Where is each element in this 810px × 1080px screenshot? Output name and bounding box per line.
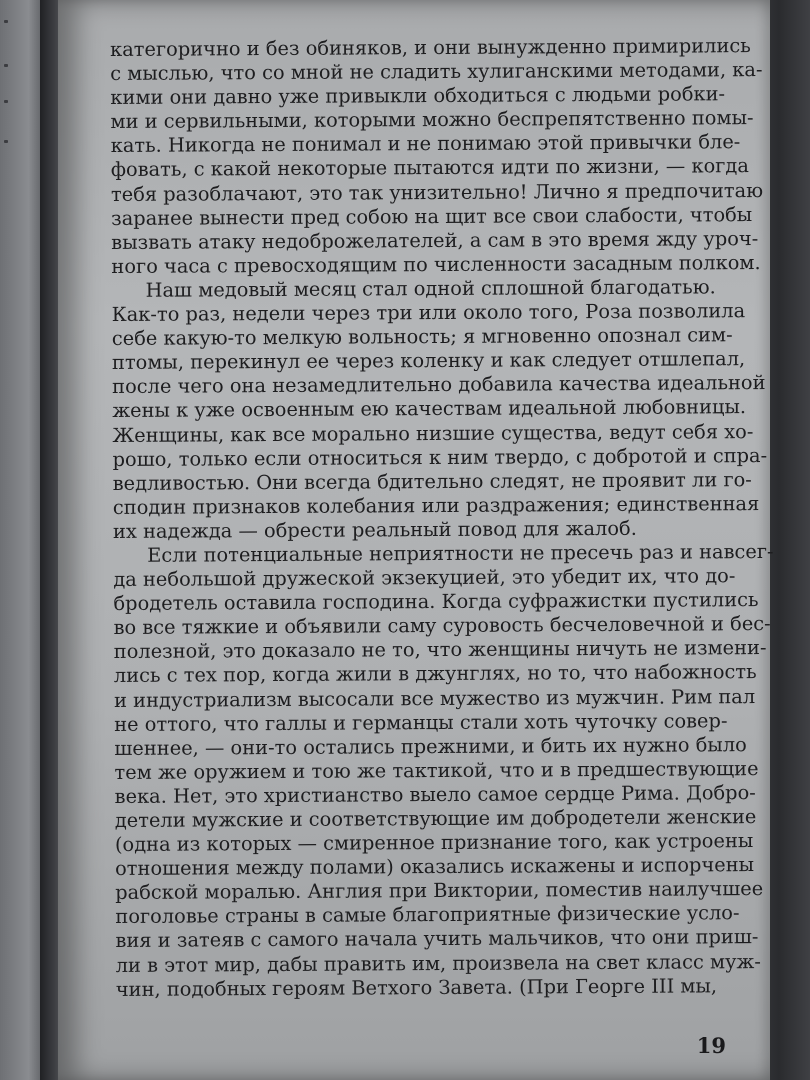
text-line: Женщины, как все морально низшие существа, ведут себя хо- (112, 419, 754, 447)
text-line: (одна из которых — смиренное признание того, как устроены (114, 829, 754, 857)
text-line: их надежда — обрести реальный повод для жалоб. (112, 516, 637, 543)
text-line: Наш медовый месяц стал одной сплошной благодатью. (145, 275, 716, 302)
text-line: кими они давно уже привыкли обходиться с людьми робки- (110, 82, 726, 110)
text-line: категорично и без обиняков, и они вынужденно примирились (110, 34, 751, 61)
text-line: кать. Никогда не понимал и не понимаю этой привычки бле- (110, 130, 741, 158)
page-number: 19 (696, 1033, 726, 1058)
text-line: с мыслью, что со мной не сладить хулиганскими методами, ка- (110, 58, 763, 86)
text-line: чин, подобных героям Ветхого Завета. (При Георге III мы, (115, 973, 718, 1001)
edge-mark (4, 20, 8, 23)
text-line: сподин признаков колебания или раздражения; единственная (112, 491, 760, 519)
text-line: лись с тех пор, когда жили в джунглях, но то, что набожность (113, 660, 757, 688)
text-line: полезной, это доказало не то, что женщины ничуть не измени- (113, 636, 767, 664)
edge-mark (4, 100, 8, 103)
text-line: птомы, перекинул ее через коленку и как следует отшлепал, (111, 347, 746, 375)
text-line: не оттого, что галлы и германцы стали хоть чуточку совер- (114, 708, 728, 736)
text-line: себе какую-то мелкую вольность; я мгновенно опознал сим- (111, 323, 733, 351)
text-line: поголовье страны в самые благоприятные физические усло- (115, 901, 740, 929)
edge-mark (4, 140, 8, 143)
text-line: во все тяжкие и объявили саму суровость бесчеловечной и бес- (113, 612, 771, 640)
text-line: да небольшой дружеской экзекуцией, это убедит их, что до- (113, 564, 736, 592)
text-line: тебя разоблачают, это так унизительно! Лично я предпочитаю (110, 178, 764, 206)
text-line: Если потенциальные неприятности не пресечь раз и навсег- (147, 539, 774, 567)
text-line: ного часа с превосходящим по численности засадным полком. (111, 250, 761, 278)
text-line: после чего она незамедлительно добавила качества идеальной (112, 371, 766, 399)
text-line: века. Нет, это христианство выело самое сердце Рима. Добро- (114, 780, 756, 808)
text-line: детели мужские и соответствующие им добродетели женские (114, 805, 757, 832)
text-line: Как-то раз, недели через три или около того, Роза позволила (111, 299, 746, 327)
text-line: вия и затеяв с самого начала учить мальчиков, что они приш- (115, 925, 759, 953)
text-line: заранее вынести пред собою на щит все свои слабости, чтобы (111, 202, 753, 230)
text-line: тем же оружием и тою же тактикой, что и в предшествующие (114, 756, 759, 784)
text-line: бродетель оставила господина. Когда суфражистки пустились (113, 588, 759, 616)
edge-mark (4, 64, 8, 67)
text-line: ли в этот мир, дабы править им, произвела на свет класс муж- (115, 949, 761, 977)
text-line: рабской моралью. Англия при Виктории, поместив наилучшее (115, 877, 764, 905)
text-line: шеннее, — они-то остались прежними, и бить их нужно было (114, 732, 747, 760)
text-line: рошо, только если относиться к ним твердо, с добротой и спра- (112, 443, 768, 471)
text-line: ведливостью. Они всегда бдительно следят, не проявит ли го- (112, 467, 752, 495)
body-text (110, 34, 774, 1001)
text-line: вызвать атаку недоброжелателей, а сам в это время жду уроч- (111, 226, 759, 254)
text-line: жены к уже освоенным ею качествам идеальной любовницы. (112, 395, 747, 423)
text-line: ми и сервильными, которыми можно беспрепятственно помы- (110, 106, 754, 134)
text-line: фовать, с какой некоторые пытаются идти по жизни, — когда (110, 154, 749, 182)
text-line: отношения между полами) оказались искажены и испорчены (115, 853, 755, 881)
text-line: и индустриализм высосали все мужество из мужчин. Рим пал (113, 684, 756, 712)
book-page (58, 0, 774, 1080)
